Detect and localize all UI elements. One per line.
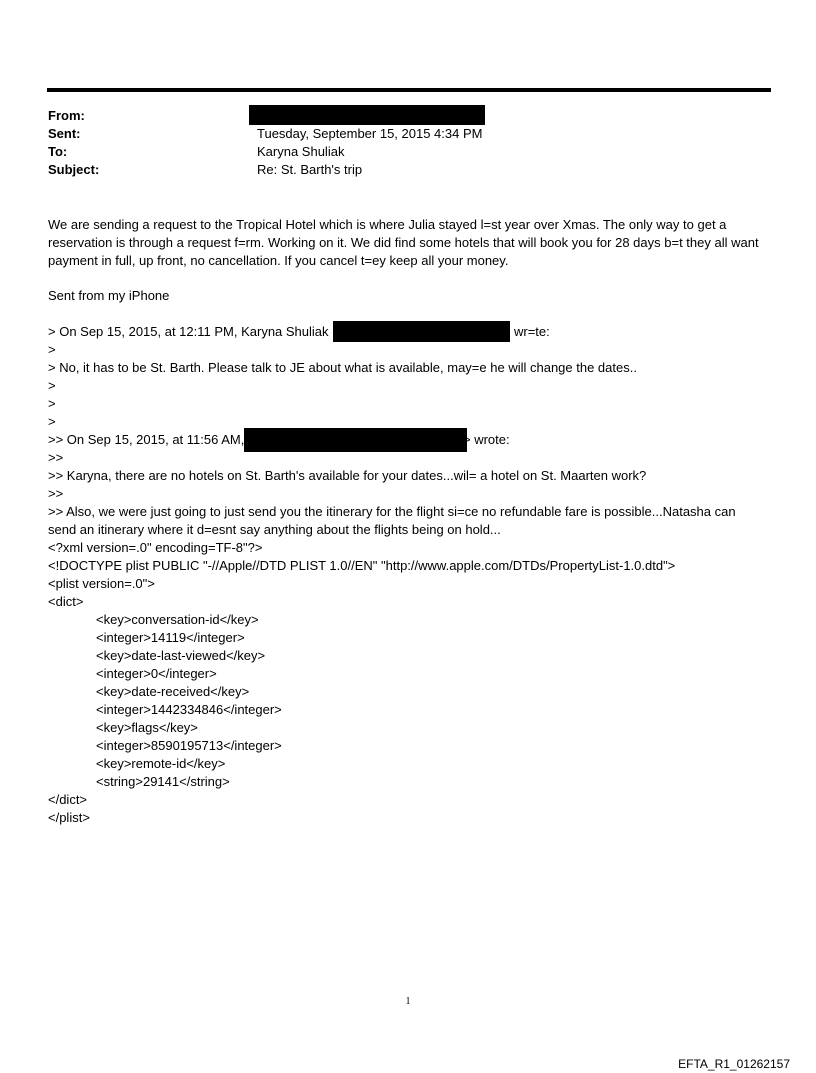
quote1-header: > On Sep 15, 2015, at 12:11 PM, Karyna Shuliak [48,324,329,339]
quote1-wrote: wr=te: [514,324,550,339]
subject-value: Re: St. Barth's trip [257,162,363,177]
plist-entry: <key>conversation-id</key> [96,612,259,627]
signature: Sent from my iPhone [48,288,170,303]
plist-entry: <key>date-received</key> [96,684,250,699]
header-rule [47,88,771,92]
quote2-text: >> Karyna, there are no hotels on St. Barth's available for your dates...wil= a hotel on St. Maarten work? [48,468,647,483]
to-label: To: [48,144,68,159]
quote-blank: > [48,396,56,411]
from-redaction [249,105,485,125]
message-paragraph: We are sending a request to the Tropical Hotel which is where Julia stayed l=st year over Xmas. The only way to get a reservation is through a request f=rm. Working on it. We did find some hotels that will book you for 28 days b=t they all want payment in full, up front, no cancellation. If you cancel t=ey keep all your money. [48,217,759,268]
plist-entry: <integer>0</integer> [96,666,217,681]
quote2-redaction [244,428,467,452]
subject-label: Subject: [48,162,100,177]
quote-blank: > [48,378,56,393]
quote-blank: > [48,414,56,429]
quote2-header: >> On Sep 15, 2015, at 11:56 AM, [48,432,245,447]
to-value: Karyna Shuliak [257,144,345,159]
quote1-redaction [333,321,510,342]
xml-declaration: <?xml version=.0" encoding=TF-8"?> [48,540,263,555]
plist-entry: <key>flags</key> [96,720,198,735]
dict-open: <dict> [48,594,84,609]
dict-close: </dict> [48,792,88,807]
plist-open: <plist version=.0"> [48,576,155,591]
quote-blank: >> [48,450,64,465]
doctype-line: <!DOCTYPE plist PUBLIC "-//Apple//DTD PLIST 1.0//EN" "http://www.apple.com/DTDs/PropertyList-1.0.dtd"> [48,558,676,573]
quote2-wrote: > wrote: [463,432,510,447]
plist-entry: <key>date-last-viewed</key> [96,648,266,663]
quote2-text: send an itinerary where it d=esnt say anything about the flights being on hold... [48,522,501,537]
quote2-text: >> Also, we were just going to just send you the itinerary for the flight si=ce no refundable fare is possible...Natasha can [48,504,736,519]
sent-value: Tuesday, September 15, 2015 4:34 PM [257,126,483,141]
quote-blank: > [48,342,56,357]
document-id: EFTA_R1_01262157 [678,1057,790,1071]
quote-blank: >> [48,486,64,501]
plist-entry: <integer>1442334846</integer> [96,702,282,717]
plist-close: </plist> [48,810,90,825]
page-number: 1 [405,996,411,1007]
plist-entry: <string>29141</string> [96,774,230,789]
plist-entry: <integer>14119</integer> [96,630,245,645]
quote1-text: > No, it has to be St. Barth. Please talk to JE about what is available, may=e he will change the dates.. [48,360,637,375]
sent-label: Sent: [48,126,81,141]
from-label: From: [48,108,85,123]
plist-entry: <key>remote-id</key> [96,756,226,771]
plist-entry: <integer>8590195713</integer> [96,738,282,753]
